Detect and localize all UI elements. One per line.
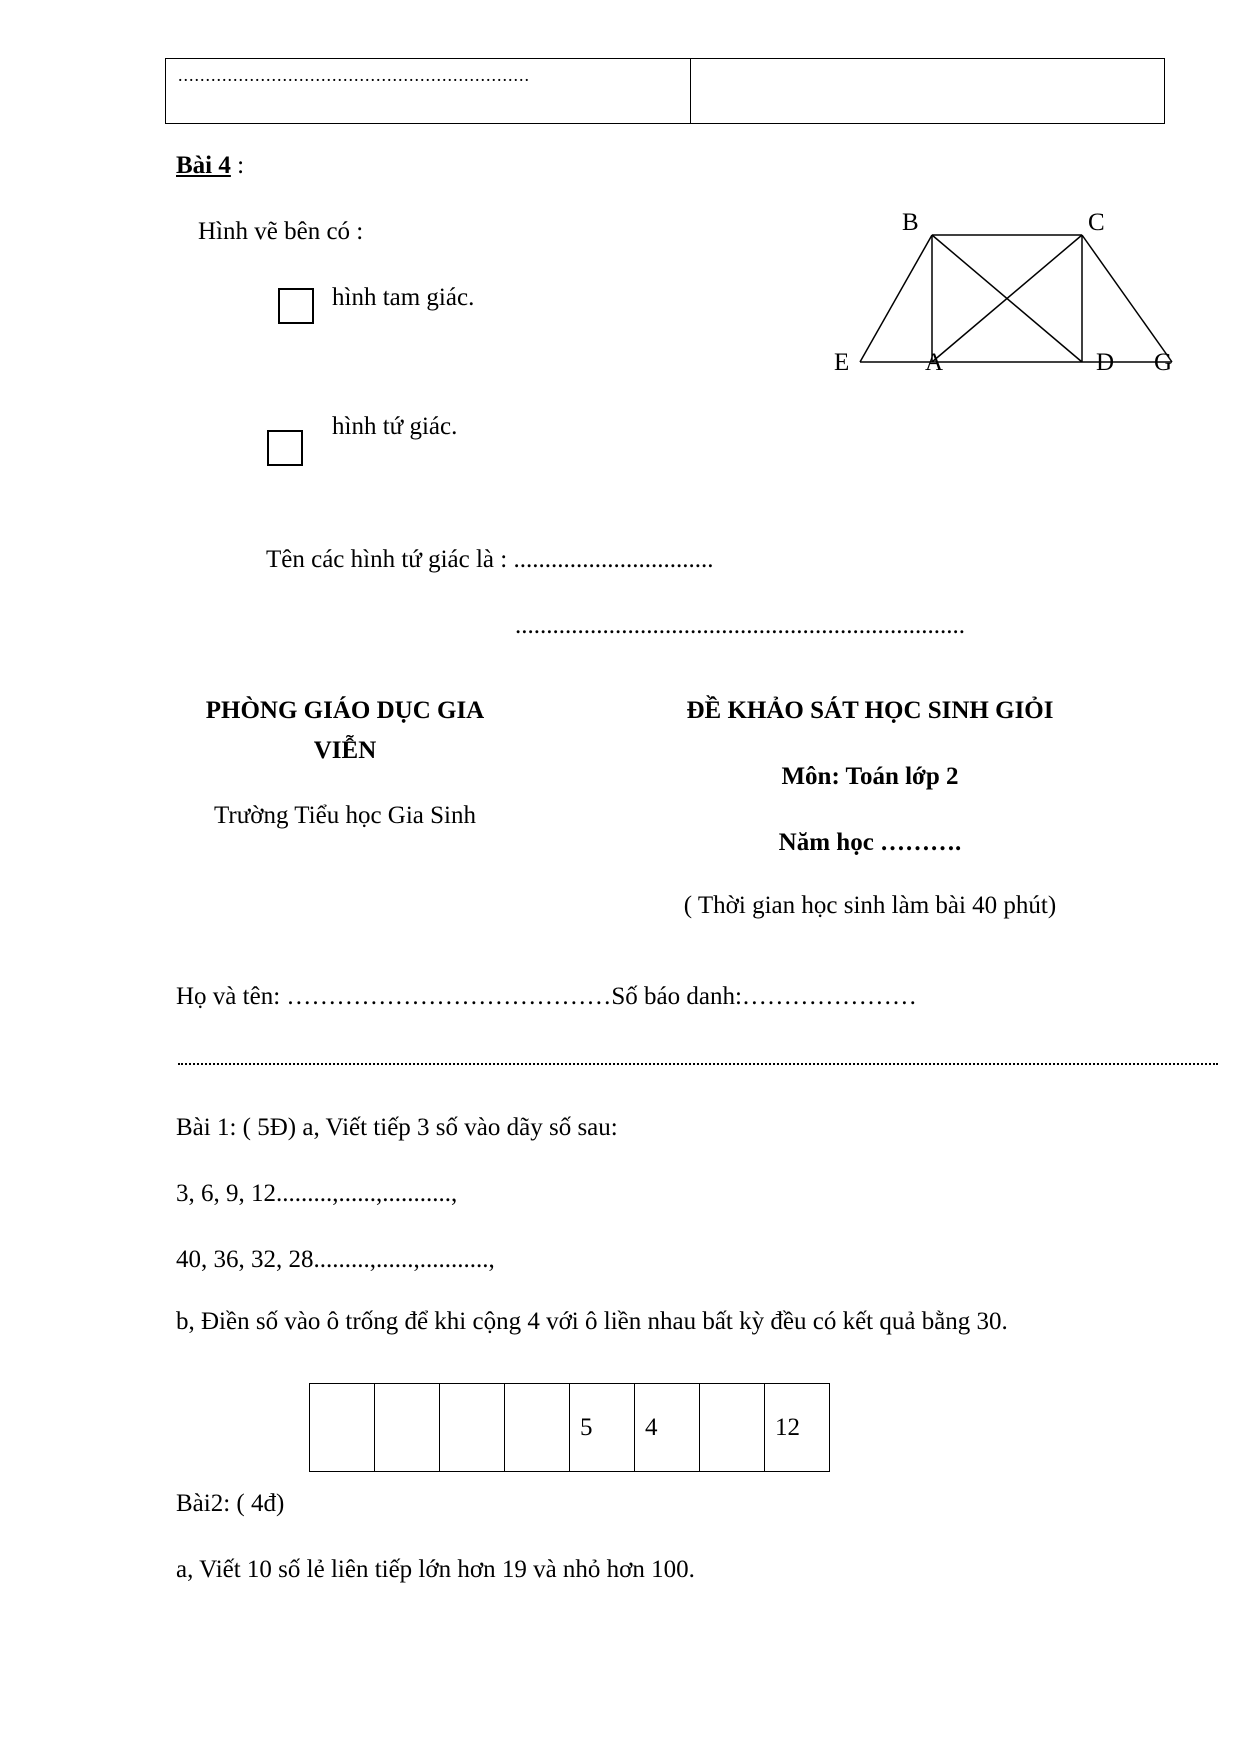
exam-title: ĐỀ KHẢO SÁT HỌC SINH GIỎI xyxy=(686,697,1054,724)
exam-subject: Môn: Toán lớp 2 xyxy=(781,763,959,790)
quadrilateral-names-line: ........................................................................ xyxy=(515,612,965,639)
label-c: C xyxy=(1088,210,1105,236)
bai4-heading xyxy=(176,152,244,180)
bai1-sequence-1: 3, 6, 9, 12.........,......,..........., xyxy=(176,1180,458,1207)
bai1-sequence-2: 40, 36, 32, 28.........,......,..........., xyxy=(176,1246,495,1273)
dotted-separator xyxy=(178,1063,1218,1065)
number-fill-table xyxy=(309,1383,830,1472)
quadrilateral-names-label: Tên các hình tứ giác là : ................................ xyxy=(266,546,714,573)
segment-eb xyxy=(860,235,932,362)
department-line2: VIỄN xyxy=(313,737,377,764)
given-cell-8: 12 xyxy=(765,1384,830,1472)
label-e: E xyxy=(834,349,850,376)
bai1-part-b: b, Điền số vào ô trống để khi cộng 4 với ô liền nhau bất kỳ đều có kết quả bằng 30. xyxy=(176,1308,1008,1335)
table-row xyxy=(310,1384,830,1472)
student-info-line: Họ và tên: …………………………………Số báo danh:………………… xyxy=(176,983,917,1010)
fill-cell-2[interactable] xyxy=(375,1384,440,1472)
triangle-option-label: hình tam giác. xyxy=(332,284,475,311)
answer-dotted-line: ................................................................ xyxy=(178,65,530,85)
top-answer-table xyxy=(165,58,1165,124)
fill-cell-3[interactable] xyxy=(440,1384,505,1472)
label-a: A xyxy=(925,349,944,376)
school-year: Năm học ………. xyxy=(778,829,962,856)
label-b: B xyxy=(902,210,919,236)
bai2-part-a: a, Viết 10 số lẻ liên tiếp lớn hơn 19 và nhỏ hơn 100. xyxy=(176,1556,695,1583)
given-cell-6: 4 xyxy=(635,1384,700,1472)
fill-cell-4[interactable] xyxy=(505,1384,570,1472)
given-cell-5: 5 xyxy=(570,1384,635,1472)
quadrilateral-count-box[interactable] xyxy=(267,430,303,466)
bai4-colon: : xyxy=(230,152,245,179)
exam-duration: ( Thời gian học sinh làm bài 40 phút) xyxy=(683,892,1057,919)
label-d: D xyxy=(1096,349,1115,376)
fill-cell-7[interactable] xyxy=(700,1384,765,1472)
bai4-intro: Hình vẽ bên có : xyxy=(198,218,364,245)
table-divider xyxy=(690,59,691,123)
label-g: G xyxy=(1154,349,1173,376)
segment-cg xyxy=(1082,235,1172,362)
department-line1: PHÒNG GIÁO DỤC GIA xyxy=(205,697,485,724)
bai4-title: Bài 4 xyxy=(176,152,231,179)
quadrilateral-option-label: hình tứ giác. xyxy=(332,413,458,440)
bai1-title: Bài 1: ( 5Đ) a, Viết tiếp 3 số vào dãy số sau: xyxy=(176,1114,618,1141)
triangle-count-box[interactable] xyxy=(278,288,314,324)
bai2-title: Bài2: ( 4đ) xyxy=(176,1490,285,1517)
fill-cell-1[interactable] xyxy=(310,1384,375,1472)
geometry-figure xyxy=(830,210,1210,380)
school-name: Trường Tiểu học Gia Sinh xyxy=(213,802,476,829)
